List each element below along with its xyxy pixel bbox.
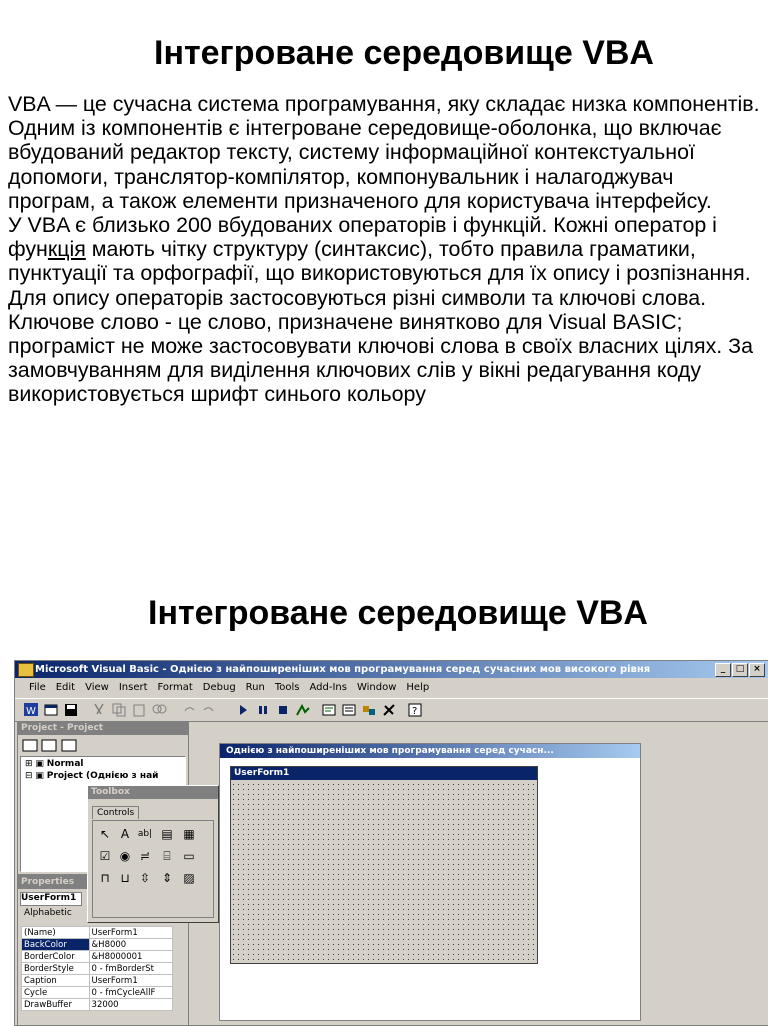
- vba-app-icon: [18, 663, 34, 677]
- property-row[interactable]: BorderStyle 0 - fmBorderSt: [22, 963, 173, 975]
- design-mode-icon[interactable]: [295, 702, 311, 717]
- close-button[interactable]: ×: [749, 663, 765, 677]
- listbox-icon[interactable]: ▦: [183, 827, 195, 841]
- property-row[interactable]: Caption UserForm1: [22, 975, 173, 987]
- menu-bar: [15, 679, 768, 697]
- designer-window-title: Однією з найпоширеніших мов програмування серед сучасн...: [220, 744, 640, 758]
- properties-grid[interactable]: [21, 926, 173, 1011]
- menu-window[interactable]: Window: [356, 682, 397, 693]
- vba-ide-screenshot: [14, 660, 768, 1026]
- tree-item-normal[interactable]: ⊞ ▣ Normal: [25, 759, 84, 769]
- toolbox-title: Toolbox: [88, 786, 218, 799]
- image-icon[interactable]: ▨: [183, 871, 195, 885]
- property-row[interactable]: BorderColor &H8000001: [22, 951, 173, 963]
- textbox-icon[interactable]: ab|: [137, 829, 153, 839]
- project-toolbar-icons[interactable]: [22, 738, 82, 754]
- userform[interactable]: [230, 766, 538, 964]
- menu-file[interactable]: File: [29, 682, 46, 693]
- property-row[interactable]: BackColor &H8000: [22, 939, 173, 951]
- menu-view[interactable]: View: [85, 682, 109, 693]
- slide-body: [8, 92, 760, 407]
- userform-designer-window: [219, 743, 641, 1021]
- break-icon[interactable]: [255, 702, 271, 717]
- ide-titlebar: [15, 661, 768, 678]
- copy-icon[interactable]: [111, 702, 127, 717]
- help-icon[interactable]: [407, 702, 423, 717]
- reset-icon[interactable]: [275, 702, 291, 717]
- find-icon[interactable]: [151, 702, 167, 717]
- save-icon[interactable]: [63, 702, 79, 717]
- insert-userform-icon[interactable]: [43, 702, 59, 717]
- word-icon[interactable]: [23, 702, 39, 717]
- menu-addins[interactable]: Add-Ins: [309, 682, 347, 693]
- properties-panel-title: Properties: [18, 876, 188, 889]
- toolbox-tab-controls[interactable]: Controls: [92, 806, 139, 819]
- property-row[interactable]: DrawBuffer 32000: [22, 999, 173, 1011]
- standard-toolbar: [15, 698, 768, 722]
- multipage-icon[interactable]: ⊔: [120, 871, 130, 885]
- properties-window-icon[interactable]: [341, 702, 357, 717]
- combobox-icon[interactable]: ▤: [161, 827, 173, 841]
- object-browser-icon[interactable]: [361, 702, 377, 717]
- pointer-icon[interactable]: ↖: [99, 827, 111, 841]
- property-row[interactable]: (Name) UserForm1: [22, 927, 173, 939]
- label-icon[interactable]: A: [120, 827, 130, 841]
- menu-debug[interactable]: Debug: [202, 682, 236, 693]
- svg-text:W: W: [26, 706, 36, 717]
- commandbutton-icon[interactable]: ▭: [183, 849, 195, 863]
- paste-icon[interactable]: [131, 702, 147, 717]
- ide-window-title: Microsoft Visual Basic - Однією з найпоширеніших мов програмування серед сучасних мов високого рівня: [35, 664, 651, 675]
- slide-title-2: Інтегроване середовище VBA: [148, 594, 648, 632]
- togglebutton-icon[interactable]: ≓: [139, 849, 151, 863]
- menu-tools[interactable]: Tools: [274, 682, 300, 693]
- project-explorer-icon[interactable]: [321, 702, 337, 717]
- slide-title: Інтегроване середовище VBA: [154, 34, 654, 72]
- optionbutton-icon[interactable]: ◉: [119, 849, 131, 863]
- scrollbar-icon[interactable]: ⇳: [139, 871, 151, 885]
- redo-icon[interactable]: [201, 702, 217, 717]
- properties-object-select[interactable]: UserForm1: [20, 892, 82, 906]
- property-row[interactable]: Cycle 0 - fmCycleAllF: [22, 987, 173, 999]
- project-panel-title: Project - Project: [18, 722, 188, 735]
- minimize-button[interactable]: _: [715, 663, 731, 677]
- spinbutton-icon[interactable]: ⇕: [161, 871, 173, 885]
- undo-icon[interactable]: [181, 702, 197, 717]
- paragraph-1: VBA — це сучасна система програмування, яку складає низка компонентів. Одним із компонентів є інтегроване середовище-оболонка, що включає вбудований редактор тексту, систему інформаційної контекстуальної допомоги, транслятор-компілятор, компонувальник і налагоджувач програм, а також елементи призначеного для користувача інтерфейсу.: [8, 92, 760, 213]
- cut-icon[interactable]: [91, 702, 107, 717]
- userform-title: UserForm1: [231, 767, 537, 780]
- run-icon[interactable]: [235, 702, 251, 717]
- frame-icon[interactable]: ⌸: [163, 849, 171, 863]
- maximize-button[interactable]: □: [732, 663, 748, 677]
- toolbox-icon[interactable]: [381, 702, 397, 717]
- properties-tab-alphabetic[interactable]: Alphabetic: [24, 908, 72, 918]
- toolbox-window: [87, 785, 219, 923]
- menu-help[interactable]: Help: [406, 682, 430, 693]
- menu-format[interactable]: Format: [157, 682, 193, 693]
- svg-text:?: ?: [412, 706, 418, 717]
- tree-item-project[interactable]: ⊟ ▣ Project (Однією з най: [25, 771, 159, 781]
- menu-insert[interactable]: Insert: [118, 682, 148, 693]
- menu-edit[interactable]: Edit: [55, 682, 76, 693]
- paragraph-2: У VBA є близько 200 вбудованих операторів і функцій. Кожні оператор і функція мають чітку структуру (синтаксис), тобто правила граматики, пунктуації та орфографії, що використовуються для їх опису і розпізнання. Для опису операторів застосовуються різні символи та ключові слова. Ключове слово - це слово, призначене винятково для Visual BASIC; програміст не може застосовувати ключові слова в своїх власних цілях. За замовчуванням для виділення ключових слів у вікні редагування коду використовується шрифт синього кольору: [8, 213, 753, 407]
- checkbox-icon[interactable]: ☑: [99, 849, 111, 863]
- menu-run[interactable]: Run: [245, 682, 265, 693]
- tabstrip-icon[interactable]: ⊓: [100, 871, 110, 885]
